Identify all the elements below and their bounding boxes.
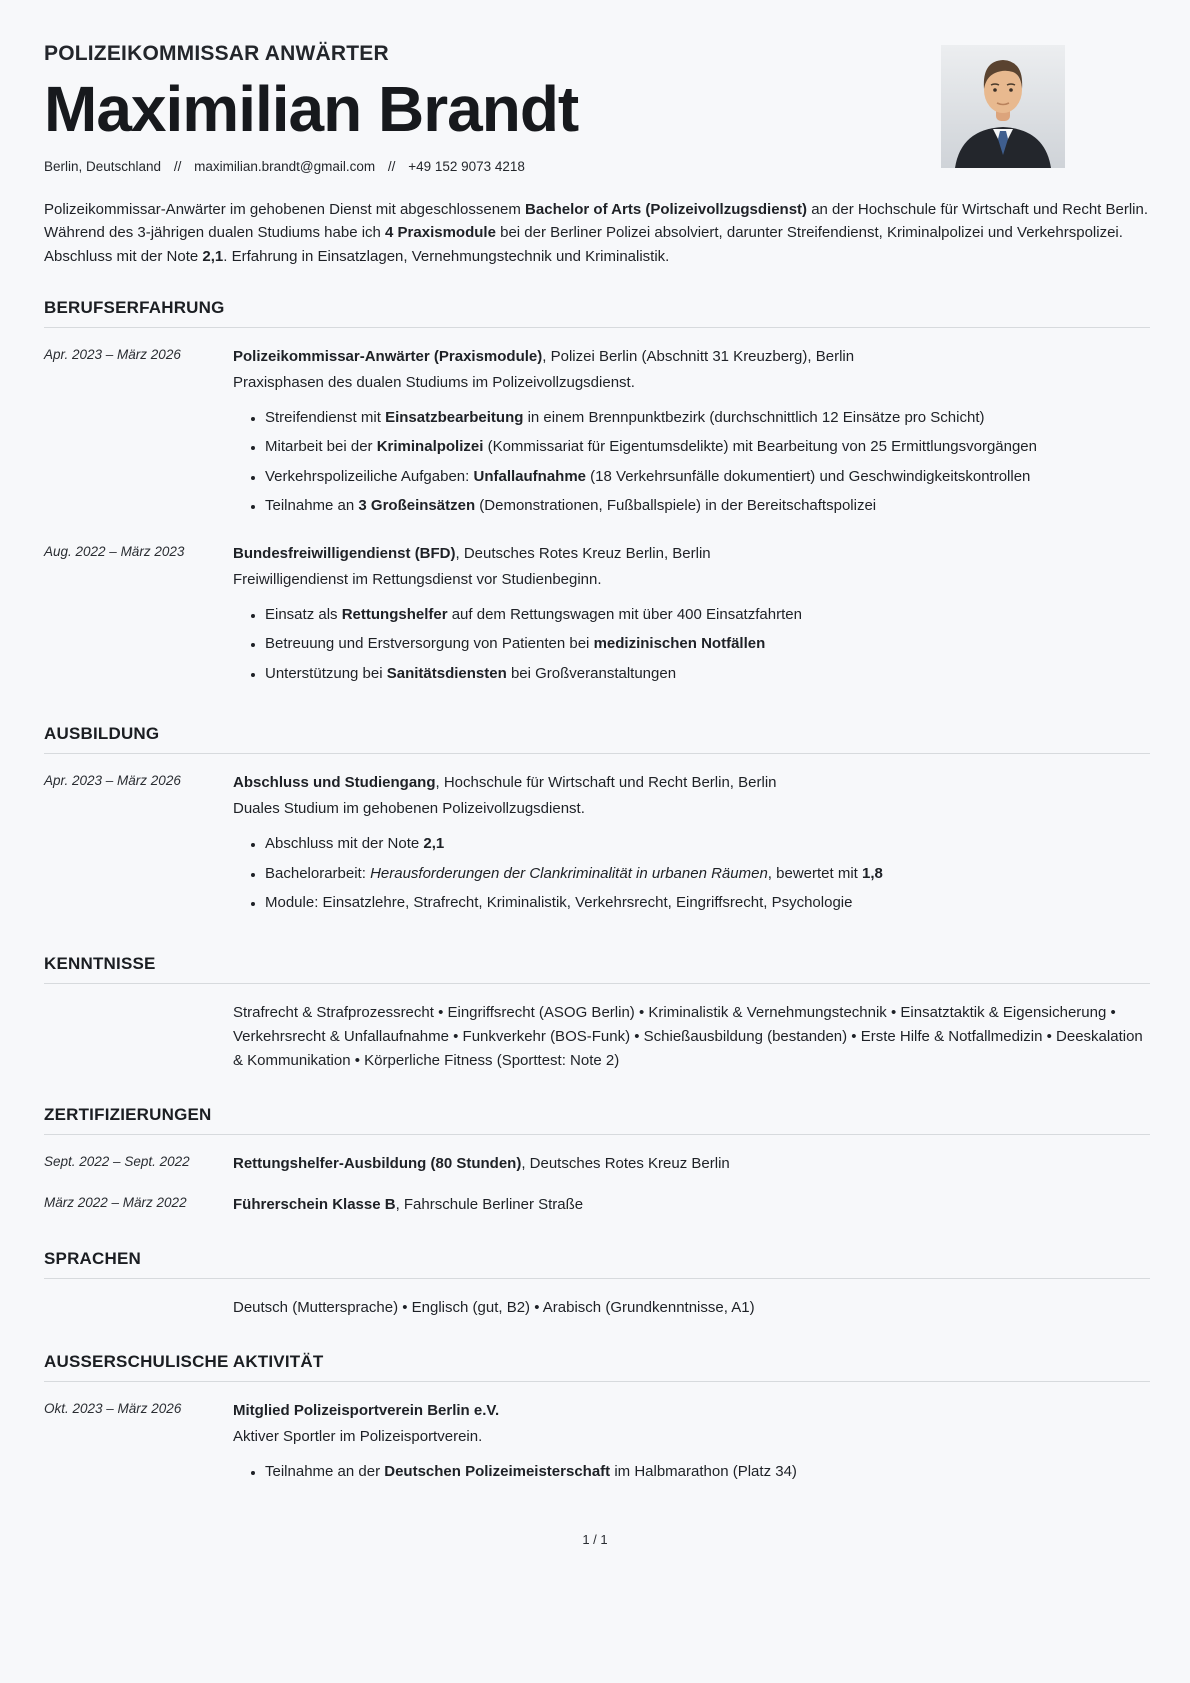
text-segment: Abschluss und Studiengang	[233, 774, 436, 792]
bullet-list	[233, 407, 1150, 518]
text-segment: medizinischen Notfällen	[593, 635, 766, 653]
text-segment: (Kommissariat für Eigentumsdelikte) mit Bearbeitung von 25 Ermittlungsvorgängen	[483, 438, 1037, 456]
section-divider	[44, 327, 1150, 328]
entry-text	[233, 1296, 1150, 1320]
text-segment: Unfallaufnahme	[473, 467, 586, 485]
resume-section	[44, 724, 1150, 922]
text-segment: , Polizei Berlin (Abschnitt 31 Kreuzberg), Berlin	[542, 347, 855, 365]
entry-content	[233, 345, 1150, 525]
bullet-list	[233, 833, 1150, 915]
contact-separator: //	[173, 159, 182, 175]
text-segment: Deutschen Polizeimeisterschaft	[384, 1462, 611, 1480]
text-segment: , Deutsches Rotes Kreuz Berlin, Berlin	[455, 544, 711, 562]
entry-row	[44, 1152, 1150, 1176]
portrait-photo-image	[941, 45, 1065, 168]
section-heading: AUSBILDUNG	[44, 724, 160, 744]
text-segment: 2,1	[202, 247, 224, 265]
entry-content	[233, 542, 1150, 693]
entry-date: Okt. 2023 – März 2026	[44, 1400, 182, 1416]
text-segment: Mitarbeit bei der	[265, 438, 377, 456]
section-divider	[44, 753, 1150, 754]
bullet-item	[265, 633, 1150, 656]
section-heading: BERUFSERFAHRUNG	[44, 297, 225, 317]
bullet-item	[265, 604, 1150, 627]
entry-row	[44, 1001, 1150, 1073]
text-segment: an der Hochschule für Wirtschaft und Recht Berlin. Während des 3-jährigen dualen Studiums habe ich	[44, 201, 1149, 242]
entry-content	[233, 1001, 1150, 1073]
text-segment: Mitglied Polizeisportverein Berlin e.V.	[233, 1401, 500, 1419]
text-segment: Rettungshelfer	[341, 605, 448, 623]
contact-location: Berlin, Deutschland	[44, 159, 162, 175]
text-segment: Kriminalpolizei	[376, 438, 484, 456]
section-divider	[44, 1134, 1150, 1135]
text-segment: Module: Einsatzlehre, Strafrecht, Kriminalistik, Verkehrsrecht, Eingriffsrecht, Psychologie	[265, 894, 853, 912]
entry-content	[233, 1296, 1150, 1320]
contact-separator: //	[387, 159, 396, 175]
entry-date	[44, 1296, 233, 1298]
text-segment: Strafrecht & Strafprozessrecht • Eingriffsrecht (ASOG Berlin) • Kriminalistik & Vernehmungstechnik • Einsatztaktik & Eigensicherung • Verkehrsrecht & Unfallaufnahme • Funkverkehr (BOS-Funk) • Schießausbildung (bestanden) • Erste Hilfe & Notfallmedizin • Deeskalation & Kommunikation • Körperliche Fitness (Sporttest: Note 2)	[233, 1003, 1143, 1069]
section-heading: KENNTNISSE	[44, 953, 156, 973]
text-segment: Führerschein Klasse B	[233, 1195, 396, 1213]
text-segment: Rettungshelfer-Ausbildung (80 Stunden)	[233, 1154, 522, 1172]
text-segment: bei Großveranstaltungen	[506, 664, 677, 682]
section-heading: AUSSERSCHULISCHE AKTIVITÄT	[44, 1351, 324, 1371]
entry-title	[233, 345, 1150, 369]
bullet-item	[265, 892, 1150, 915]
text-segment: Streifendienst mit	[265, 408, 386, 426]
entry-title	[233, 542, 1150, 566]
text-segment: bei der Berliner Polizei absolviert, darunter Streifendienst, Kriminalpolizei und Verkehrspolizei. Abschluss mit der Note	[44, 224, 1123, 265]
text-segment: , bewertet mit	[767, 864, 862, 882]
text-segment: Teilnahme an der	[265, 1462, 385, 1480]
text-segment: , Fahrschule Berliner Straße	[395, 1195, 584, 1213]
text-segment: Herausforderungen der Clankriminalität in urbanen Räumen	[370, 864, 768, 882]
text-segment: Unterstützung bei	[265, 664, 387, 682]
entry-row	[44, 1399, 1150, 1491]
bullet-item	[265, 407, 1150, 430]
text-segment: , Deutsches Rotes Kreuz Berlin	[521, 1154, 730, 1172]
portrait-photo	[941, 45, 1065, 168]
bullet-item	[265, 833, 1150, 856]
bullet-list	[233, 604, 1150, 686]
entry-content	[233, 1399, 1150, 1491]
entry-date: Sept. 2022 – Sept. 2022	[44, 1153, 190, 1169]
section-divider	[44, 1278, 1150, 1279]
text-segment: Polizeikommissar-Anwärter im gehobenen Dienst mit abgeschlossenem	[44, 201, 526, 219]
bullet-item	[265, 663, 1150, 686]
text-segment: Teilnahme an	[265, 497, 359, 515]
text-segment: Einsatz als	[265, 605, 342, 623]
section-heading: SPRACHEN	[44, 1248, 142, 1268]
entry-content	[233, 1152, 1150, 1176]
entry-title	[233, 1152, 1150, 1176]
text-segment: in einem Brennpunktbezirk (durchschnittlich 12 Einsätze pro Schicht)	[523, 408, 985, 426]
bullet-item	[265, 495, 1150, 518]
text-segment: Sanitätsdiensten	[386, 664, 507, 682]
text-segment: 1,8	[862, 864, 883, 882]
entry-subtitle: Freiwilligendienst im Rettungsdienst vor Studienbeginn.	[233, 570, 602, 588]
contact-phone: +49 152 9073 4218	[408, 159, 525, 175]
section-divider	[44, 1381, 1150, 1382]
section-divider	[44, 983, 1150, 984]
role-title: POLIZEIKOMMISSAR ANWÄRTER	[44, 42, 389, 65]
entry-row	[44, 1296, 1150, 1320]
entry-text	[233, 1001, 1150, 1073]
text-segment: 2,1	[423, 835, 445, 853]
entry-date: Apr. 2023 – März 2026	[44, 346, 181, 362]
entry-row	[44, 1193, 1150, 1217]
contact-email: maximilian.brandt@gmail.com	[194, 159, 376, 175]
sections	[44, 298, 1150, 1491]
text-segment: Betreuung und Erstversorgung von Patienten bei	[265, 635, 594, 653]
resume-section	[44, 1105, 1150, 1217]
entry-title	[233, 1399, 1150, 1423]
entry-content	[233, 1193, 1150, 1217]
text-segment: auf dem Rettungswagen mit über 400 Einsatzfahrten	[447, 605, 802, 623]
text-segment: Polizeikommissar-Anwärter (Praxismodule)	[233, 347, 543, 365]
resume-section	[44, 298, 1150, 693]
text-segment: Abschluss mit der Note	[265, 835, 424, 853]
text-segment: . Erfahrung in Einsatzlagen, Vernehmungstechnik und Kriminalistik.	[223, 247, 670, 265]
text-segment: Bachelorarbeit:	[265, 864, 371, 882]
page-indicator: 1 / 1	[582, 1532, 608, 1547]
bullet-list	[233, 1461, 1150, 1484]
entry-title	[233, 771, 1150, 795]
candidate-name: Maximilian Brandt	[44, 73, 579, 145]
entry-content	[233, 771, 1150, 922]
text-segment: im Halbmarathon (Platz 34)	[610, 1462, 797, 1480]
summary-paragraph	[44, 198, 1150, 268]
text-segment: 4 Praxismodule	[385, 224, 496, 242]
text-segment: Deutsch (Muttersprache) • Englisch (gut, B2) • Arabisch (Grundkenntnisse, A1)	[233, 1298, 755, 1316]
entry-subtitle: Praxisphasen des dualen Studiums im Polizeivollzugsdienst.	[233, 373, 635, 391]
text-segment: 3 Großeinsätzen	[358, 497, 476, 515]
entry-subtitle: Aktiver Sportler im Polizeisportverein.	[233, 1427, 483, 1445]
bullet-item	[265, 1461, 1150, 1484]
entry-date: Apr. 2023 – März 2026	[44, 773, 181, 789]
text-segment: Bundesfreiwilligendienst (BFD)	[233, 544, 456, 562]
bullet-item	[265, 466, 1150, 489]
entry-row	[44, 771, 1150, 922]
text-segment: , Hochschule für Wirtschaft und Recht Berlin, Berlin	[435, 774, 777, 792]
entry-subtitle: Duales Studium im gehobenen Polizeivollzugsdienst.	[233, 800, 585, 818]
entry-row	[44, 345, 1150, 525]
resume-section	[44, 1352, 1150, 1491]
bullet-item	[265, 436, 1150, 459]
section-heading: ZERTIFIZIERUNGEN	[44, 1104, 212, 1124]
text-segment: (Demonstrationen, Fußballspiele) in der Bereitschaftspolizei	[475, 497, 877, 515]
entry-title	[233, 1193, 1150, 1217]
entry-date: März 2022 – März 2022	[44, 1194, 187, 1210]
text-segment: Verkehrspolizeiliche Aufgaben:	[265, 467, 474, 485]
entry-date	[44, 1001, 233, 1003]
resume-section	[44, 954, 1150, 1073]
entry-row	[44, 542, 1150, 693]
text-segment: Einsatzbearbeitung	[385, 408, 524, 426]
text-segment: (18 Verkehrsunfälle dokumentiert) und Geschwindigkeitskontrollen	[586, 467, 1031, 485]
resume-section	[44, 1249, 1150, 1320]
text-segment: Bachelor of Arts (Polizeivollzugsdienst)	[525, 201, 808, 219]
bullet-item	[265, 863, 1150, 886]
entry-date: Aug. 2022 – März 2023	[44, 543, 185, 559]
